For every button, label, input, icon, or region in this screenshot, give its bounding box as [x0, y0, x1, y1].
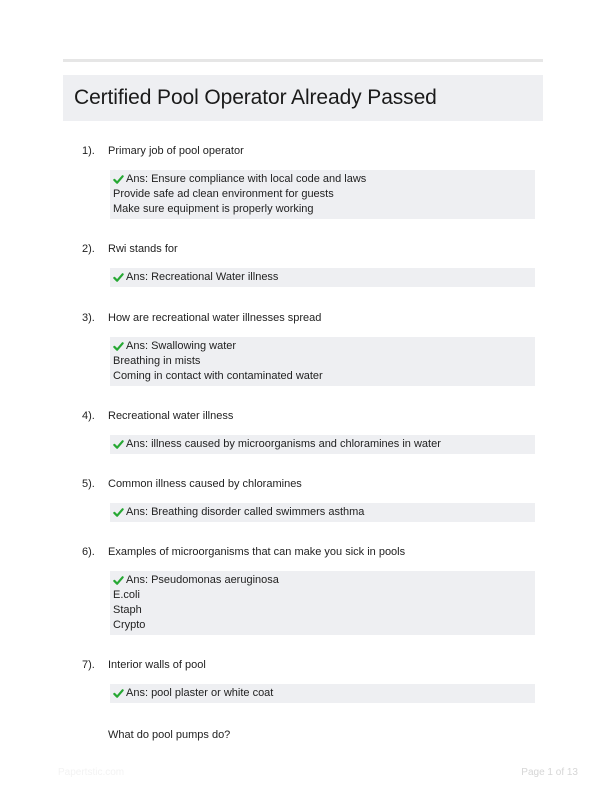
answer-text: Ans: Pseudomonas aeruginosa — [126, 574, 279, 586]
check-icon — [113, 507, 124, 518]
answer-extra-line: Provide safe ad clean environment for guests — [113, 188, 334, 200]
answer-line — [113, 686, 535, 701]
answer-line — [113, 505, 535, 520]
answer-extra-line: Make sure equipment is properly working — [113, 203, 314, 215]
answer-line — [113, 339, 535, 354]
check-icon — [113, 439, 124, 450]
check-icon — [113, 341, 124, 352]
footer-page-number: Page 1 of 13 — [521, 767, 578, 778]
answer-line — [113, 270, 535, 285]
question-text: What do pool pumps do? — [108, 729, 231, 741]
answer-line — [113, 172, 535, 187]
answer-box — [110, 684, 535, 703]
question-number: 1). — [82, 145, 95, 157]
question-number: 7). — [82, 659, 95, 671]
answer-box — [110, 170, 535, 219]
title-banner — [63, 75, 543, 121]
answer-box — [110, 337, 535, 386]
question-text: Common illness caused by chloramines — [108, 478, 302, 490]
check-icon — [113, 272, 124, 283]
footer-site-watermark: Papertstic.com — [58, 767, 125, 778]
answer-box — [110, 571, 535, 635]
answer-extra-line: Crypto — [113, 619, 146, 631]
question-number: 5). — [82, 478, 95, 490]
answer-box — [110, 503, 535, 522]
answer-extra-line: E.coli — [113, 589, 140, 601]
answer-text: Ans: Breathing disorder called swimmers asthma — [126, 506, 365, 518]
answer-text: Ans: Swallowing water — [126, 340, 237, 352]
answer-extra-line: Staph — [113, 604, 142, 616]
answer-text: Ans: illness caused by microorganisms and chloramines in water — [126, 438, 441, 450]
question-number: 4). — [82, 410, 95, 422]
answer-extra-line: Coming in contact with contaminated water — [113, 370, 323, 382]
question-number: 6). — [82, 546, 95, 558]
question-text: Primary job of pool operator — [108, 145, 244, 157]
question-text: Recreational water illness — [108, 410, 234, 422]
answer-box — [110, 268, 535, 287]
check-icon — [113, 688, 124, 699]
check-icon — [113, 575, 124, 586]
top-divider — [63, 59, 543, 62]
answer-line — [113, 437, 535, 452]
answer-box — [110, 435, 535, 454]
question-text: Rwi stands for — [108, 243, 178, 255]
answer-line — [113, 573, 535, 588]
page-title: Certified Pool Operator Already Passed — [74, 86, 437, 109]
answer-text: Ans: Ensure compliance with local code and laws — [126, 173, 367, 185]
answer-text: Ans: pool plaster or white coat — [126, 687, 274, 699]
answer-text: Ans: Recreational Water illness — [126, 271, 279, 283]
question-text: Examples of microorganisms that can make you sick in pools — [108, 546, 406, 558]
question-number: 2). — [82, 243, 95, 255]
question-text: How are recreational water illnesses spread — [108, 312, 322, 324]
answer-extra-line: Breathing in mists — [113, 355, 201, 367]
check-icon — [113, 174, 124, 185]
question-text: Interior walls of pool — [108, 659, 206, 671]
question-number: 3). — [82, 312, 95, 324]
